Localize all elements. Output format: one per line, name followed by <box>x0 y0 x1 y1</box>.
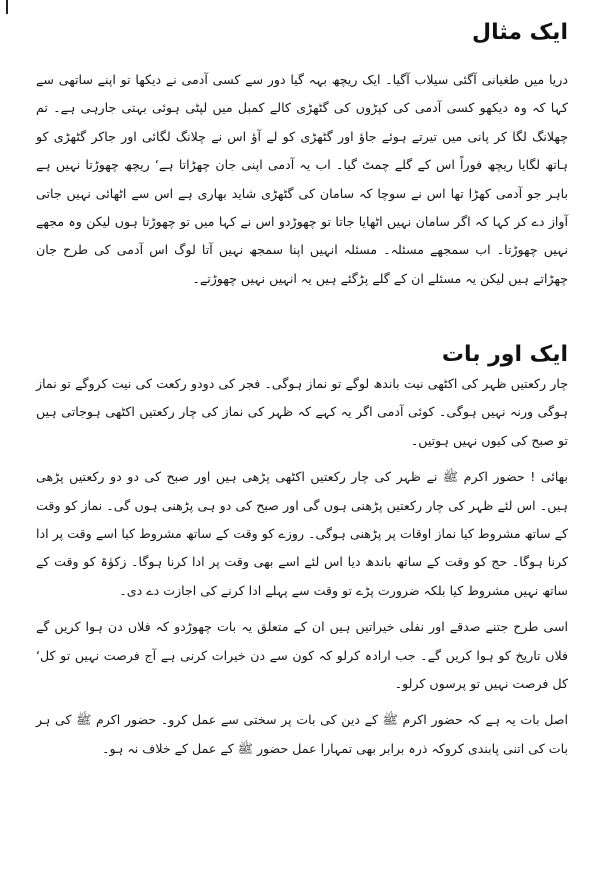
section-heading-ek-aur-baat: ایک اور بات <box>441 342 568 367</box>
section-heading-ek-misal: ایک مثال <box>472 20 568 45</box>
paragraph: اسی طرح جتنے صدقے اور نفلی خیراتیں ہیں ان کے متعلق یہ بات چھوڑدو کہ فلاں دن ہوا کریں گے فلاں تاریخ کو ہوا کریں گے۔ جب ارادہ کرلو کہ کون سے دن خیرات کرنی ہے آج فرصت نہیں تو کل‘ کل فرصت نہیں تو پرسوں کرلو۔ <box>36 619 568 692</box>
paragraph: بھائی ! حضور اکرم ﷺ نے ظہر کی چار رکعتیں اکٹھی پڑھی ہیں اور صبح کی دو دو رکعتیں پڑھی ہیں۔ اس لئے ظہر کی چار رکعتیں پڑھنی ہوں گی اور صبح کی دو ہی پڑھنی ہوں گی۔ نماز کو وقت کے ساتھ مشروط کیا نماز اوقات پر پڑھنی ہوگی۔ روزے کو وقت کے ساتھ مشروط کیا اسے وقت پر ادا کرنا ہوگا۔ حج کو وقت کے ساتھ باندھ دیا اس لئے اسے بھی وقت پر ادا کرنا ہوگا۔ زکوٰۃ کو وقت کے ساتھ نہیں مشروط کیا بلکہ ضرورت پڑے تو وقت سے پہلے ادا کرنے کی اجازت دے دی۔ <box>36 469 568 598</box>
section-body-ek-misal <box>36 66 568 293</box>
paragraph: دریا میں طغیانی آگئی سیلاب آگیا۔ ایک ریچھ بہہ گیا دور سے کسی آدمی نے دیکھا تو اپنے ساتھی سے کہا کہ وہ دیکھو کسی آدمی کی کپڑوں کی گٹھڑی کالے کمبل میں لپٹی ہوئی بہتی جارہی ہے۔ تم چھلانگ لگا کر پانی میں تیرتے ہوئے جاؤ اور گٹھڑی کو لے آؤ اس نے چلانگ لگائی اور جاکر گٹھڑی کو ہاتھ لگایا ریچھ فوراً اس کے گلے چمٹ گیا۔ اب یہ آدمی اپنی جان چھڑاتا ہے‘ ریچھ چھوڑتا نہیں ہے باہر جو آدمی کھڑا تھا اس نے سوچا کہ سامان کی گٹھڑی شاید بھاری ہے اس سے اٹھائی نہیں جاتی آواز دے کر کہا کہ اگر سامان نہیں اٹھایا جاتا تو چھوڑدو اس نے کہا میں تو چھوڑتا ہوں لیکن وہ مجھے نہیں چھوڑتا۔ اب سمجھے مسئلہ۔ مسئلہ انہیں اپنا سمجھ نہیں آتا لوگ اس آدمی کی طرح جان چھڑاتے ہیں لیکن یہ مسئلے ان کے گلے پڑگئے ہیں یہ انہیں نہیں چھوڑتے۔ <box>36 72 568 286</box>
paragraph: اصل بات یہ ہے کہ حضور اکرم ﷺ کے دین کی بات پر سختی سے عمل کرو۔ حضور اکرم ﷺ کی ہر بات کی اتنی پابندی کروکہ ذرہ برابر بھی تمہارا عمل حضور ﷺ کے عمل کے خلاف نہ ہو۔ <box>36 712 568 756</box>
section-body-ek-aur-baat <box>36 370 568 763</box>
paragraph: چار رکعتیں ظہر کی اکٹھی نیت باندھ لوگے تو نماز ہوگی۔ فجر کی دودو رکعت کی نیت کروگے تو نماز ہوگی ورنہ نہیں ہوگی۔ کوئی آدمی اگر یہ کہے کہ ظہر کی نماز کی چار رکعتیں اکٹھی ہوجاتی ہیں تو صبح کی کیوں نہیں ہوتیں۔ <box>36 376 568 448</box>
corner-rule <box>6 0 16 14</box>
